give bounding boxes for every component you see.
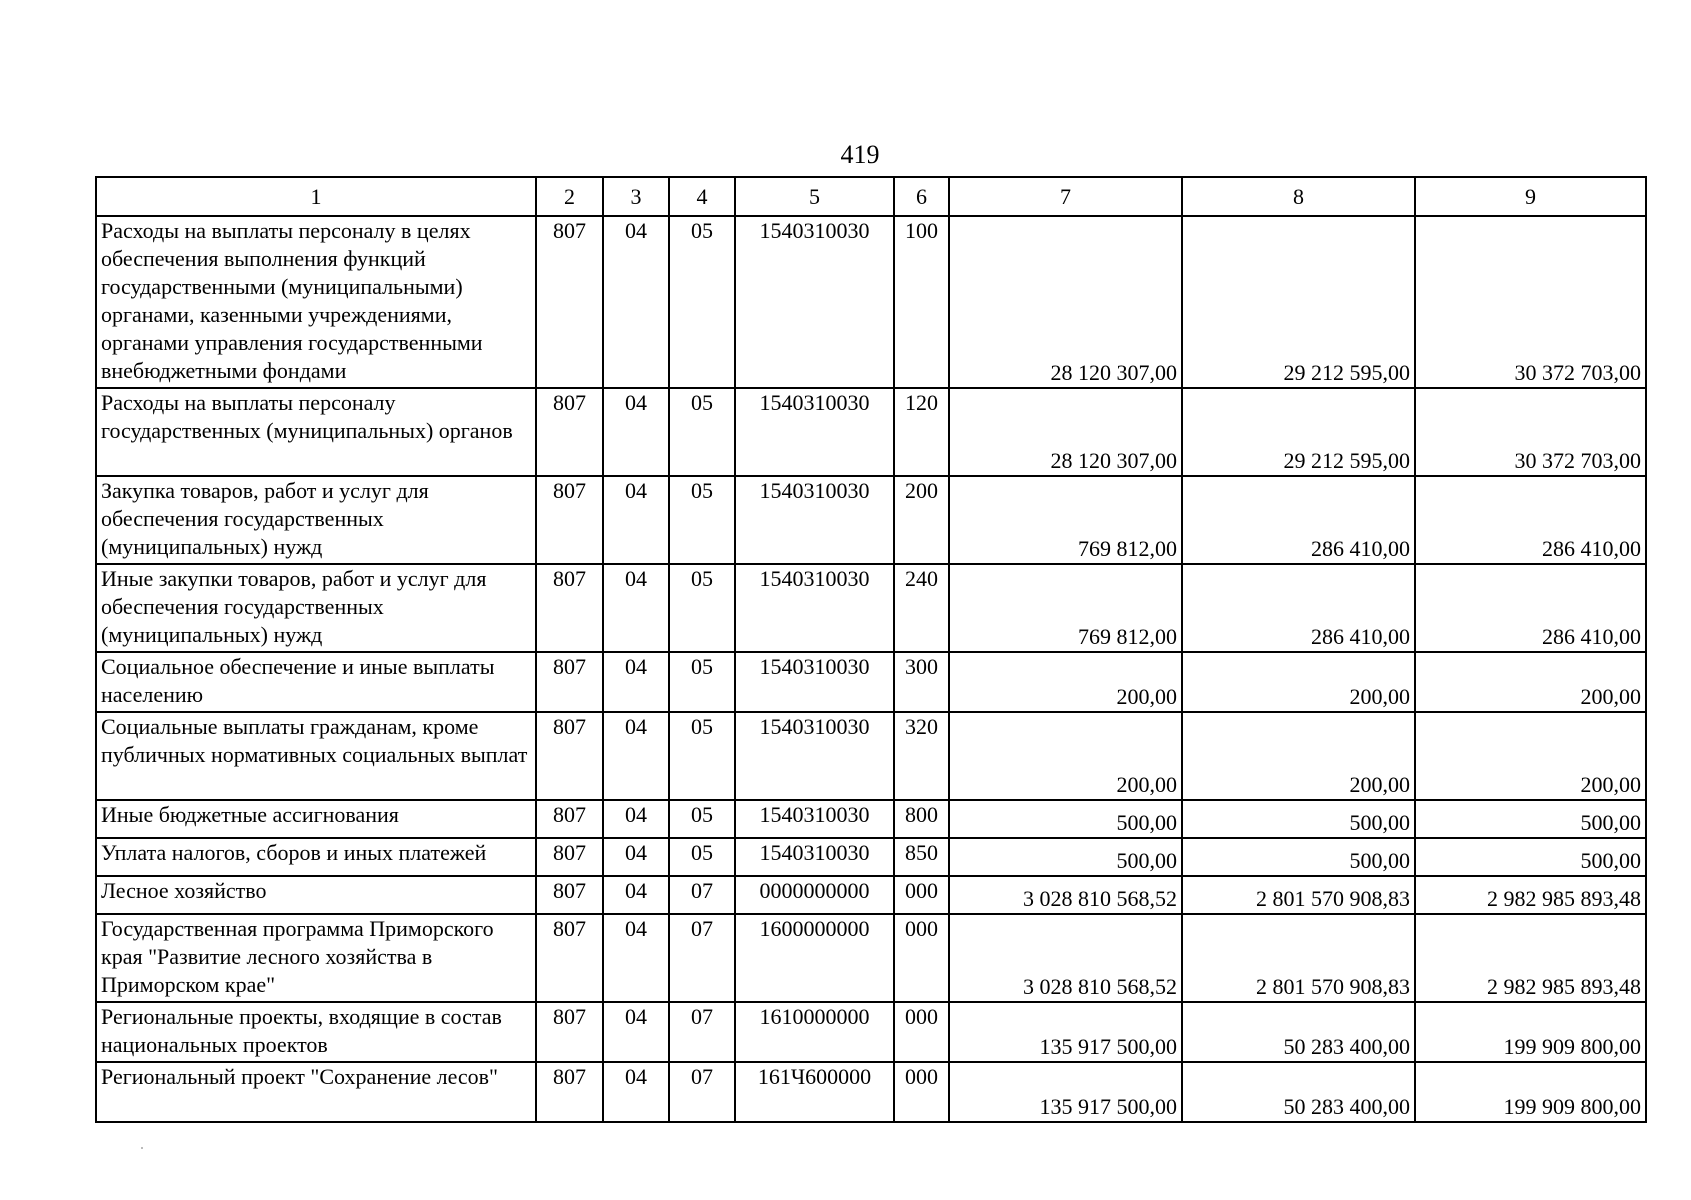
code-cell: 1540310030 <box>735 712 894 800</box>
row-name: Иные бюджетные ассигнования <box>96 800 536 838</box>
code-cell: 07 <box>669 1002 735 1062</box>
row-name: Социальные выплаты гражданам, кроме публичных нормативных социальных выплат <box>96 712 536 800</box>
table-row <box>96 564 1646 652</box>
table-row <box>96 216 1646 388</box>
code-cell: 120 <box>894 388 949 476</box>
amount-cell: 2 982 985 893,48 <box>1415 876 1646 914</box>
code-cell: 04 <box>603 914 669 1002</box>
row-name: Государственная программа Приморского края "Развитие лесного хозяйства в Приморском крае" <box>96 914 536 1002</box>
code-cell: 320 <box>894 712 949 800</box>
row-name: Региональные проекты, входящие в состав национальных проектов <box>96 1002 536 1062</box>
amount-cell: 50 283 400,00 <box>1182 1062 1415 1122</box>
code-cell: 04 <box>603 876 669 914</box>
amount-cell: 28 120 307,00 <box>949 216 1182 388</box>
code-cell: 807 <box>536 388 603 476</box>
amount-cell: 50 283 400,00 <box>1182 1002 1415 1062</box>
code-cell: 05 <box>669 216 735 388</box>
code-cell: 807 <box>536 800 603 838</box>
code-cell: 807 <box>536 914 603 1002</box>
code-cell: 000 <box>894 1062 949 1122</box>
code-cell: 800 <box>894 800 949 838</box>
code-cell: 807 <box>536 476 603 564</box>
code-cell: 1540310030 <box>735 476 894 564</box>
amount-cell: 286 410,00 <box>1182 564 1415 652</box>
amount-cell: 199 909 800,00 <box>1415 1062 1646 1122</box>
amount-cell: 500,00 <box>1415 800 1646 838</box>
code-cell: 05 <box>669 652 735 712</box>
table-row <box>96 712 1646 800</box>
code-cell: 200 <box>894 476 949 564</box>
amount-cell: 200,00 <box>1182 712 1415 800</box>
code-cell: 04 <box>603 1062 669 1122</box>
amount-cell: 286 410,00 <box>1415 564 1646 652</box>
code-cell: 1540310030 <box>735 652 894 712</box>
code-cell: 05 <box>669 838 735 876</box>
row-name: Региональный проект "Сохранение лесов" <box>96 1062 536 1122</box>
code-cell: 1540310030 <box>735 838 894 876</box>
code-cell: 05 <box>669 388 735 476</box>
code-cell: 0000000000 <box>735 876 894 914</box>
table-row <box>96 1062 1646 1122</box>
code-cell: 850 <box>894 838 949 876</box>
code-cell: 04 <box>603 800 669 838</box>
code-cell: 1610000000 <box>735 1002 894 1062</box>
table-row <box>96 476 1646 564</box>
code-cell: 05 <box>669 476 735 564</box>
code-cell: 1540310030 <box>735 216 894 388</box>
code-cell: 807 <box>536 1062 603 1122</box>
amount-cell: 200,00 <box>1415 652 1646 712</box>
code-cell: 04 <box>603 652 669 712</box>
row-name: Уплата налогов, сборов и иных платежей <box>96 838 536 876</box>
amount-cell: 3 028 810 568,52 <box>949 876 1182 914</box>
row-name: Закупка товаров, работ и услуг для обеспечения государственных (муниципальных) нужд <box>96 476 536 564</box>
amount-cell: 2 982 985 893,48 <box>1415 914 1646 1002</box>
code-cell: 05 <box>669 564 735 652</box>
header-cell: 6 <box>894 177 949 216</box>
amount-cell: 2 801 570 908,83 <box>1182 876 1415 914</box>
table-row <box>96 800 1646 838</box>
amount-cell: 500,00 <box>949 800 1182 838</box>
table-row <box>96 876 1646 914</box>
code-cell: 240 <box>894 564 949 652</box>
page-number: 419 <box>840 140 880 169</box>
amount-cell: 769 812,00 <box>949 476 1182 564</box>
row-name: Расходы на выплаты персоналу в целях обеспечения выполнения функций государственными (муниципальными) органами, казенными учреждениями, органами управления государственными внебюджетными фондами <box>96 216 536 388</box>
code-cell: 04 <box>603 476 669 564</box>
row-name: Иные закупки товаров, работ и услуг для обеспечения государственных (муниципальных) нужд <box>96 564 536 652</box>
table-row <box>96 838 1646 876</box>
code-cell: 807 <box>536 712 603 800</box>
amount-cell: 29 212 595,00 <box>1182 216 1415 388</box>
amount-cell: 135 917 500,00 <box>949 1002 1182 1062</box>
header-cell: 8 <box>1182 177 1415 216</box>
amount-cell: 3 028 810 568,52 <box>949 914 1182 1002</box>
code-cell: 1540310030 <box>735 800 894 838</box>
header-cell: 4 <box>669 177 735 216</box>
table-row <box>96 652 1646 712</box>
code-cell: 300 <box>894 652 949 712</box>
amount-cell: 135 917 500,00 <box>949 1062 1182 1122</box>
amount-cell: 200,00 <box>949 712 1182 800</box>
code-cell: 000 <box>894 1002 949 1062</box>
scan-speck <box>141 1147 143 1149</box>
header-row <box>96 177 1646 216</box>
code-cell: 1600000000 <box>735 914 894 1002</box>
header-cell: 9 <box>1415 177 1646 216</box>
amount-cell: 2 801 570 908,83 <box>1182 914 1415 1002</box>
amount-cell: 29 212 595,00 <box>1182 388 1415 476</box>
amount-cell: 30 372 703,00 <box>1415 216 1646 388</box>
budget-table <box>95 176 1647 1123</box>
code-cell: 1540310030 <box>735 564 894 652</box>
amount-cell: 200,00 <box>1415 712 1646 800</box>
code-cell: 161Ч600000 <box>735 1062 894 1122</box>
amount-cell: 769 812,00 <box>949 564 1182 652</box>
row-name: Социальное обеспечение и иные выплаты населению <box>96 652 536 712</box>
code-cell: 000 <box>894 914 949 1002</box>
amount-cell: 500,00 <box>1182 800 1415 838</box>
amount-cell: 286 410,00 <box>1182 476 1415 564</box>
table-row <box>96 914 1646 1002</box>
table-row <box>96 388 1646 476</box>
amount-cell: 30 372 703,00 <box>1415 388 1646 476</box>
code-cell: 807 <box>536 652 603 712</box>
code-cell: 000 <box>894 876 949 914</box>
header-cell: 5 <box>735 177 894 216</box>
amount-cell: 500,00 <box>949 838 1182 876</box>
header-cell: 2 <box>536 177 603 216</box>
header-cell: 3 <box>603 177 669 216</box>
amount-cell: 500,00 <box>1415 838 1646 876</box>
code-cell: 04 <box>603 838 669 876</box>
code-cell: 04 <box>603 1002 669 1062</box>
code-cell: 100 <box>894 216 949 388</box>
amount-cell: 199 909 800,00 <box>1415 1002 1646 1062</box>
code-cell: 04 <box>603 712 669 800</box>
table-row <box>96 1002 1646 1062</box>
amount-cell: 500,00 <box>1182 838 1415 876</box>
amount-cell: 200,00 <box>949 652 1182 712</box>
code-cell: 04 <box>603 564 669 652</box>
code-cell: 04 <box>603 388 669 476</box>
code-cell: 807 <box>536 838 603 876</box>
code-cell: 807 <box>536 876 603 914</box>
code-cell: 05 <box>669 712 735 800</box>
code-cell: 07 <box>669 1062 735 1122</box>
header-cell: 7 <box>949 177 1182 216</box>
code-cell: 1540310030 <box>735 388 894 476</box>
amount-cell: 200,00 <box>1182 652 1415 712</box>
code-cell: 807 <box>536 1002 603 1062</box>
row-name: Расходы на выплаты персоналу государственных (муниципальных) органов <box>96 388 536 476</box>
header-cell: 1 <box>96 177 536 216</box>
amount-cell: 286 410,00 <box>1415 476 1646 564</box>
code-cell: 07 <box>669 914 735 1002</box>
code-cell: 07 <box>669 876 735 914</box>
code-cell: 05 <box>669 800 735 838</box>
code-cell: 807 <box>536 216 603 388</box>
code-cell: 04 <box>603 216 669 388</box>
row-name: Лесное хозяйство <box>96 876 536 914</box>
code-cell: 807 <box>536 564 603 652</box>
amount-cell: 28 120 307,00 <box>949 388 1182 476</box>
